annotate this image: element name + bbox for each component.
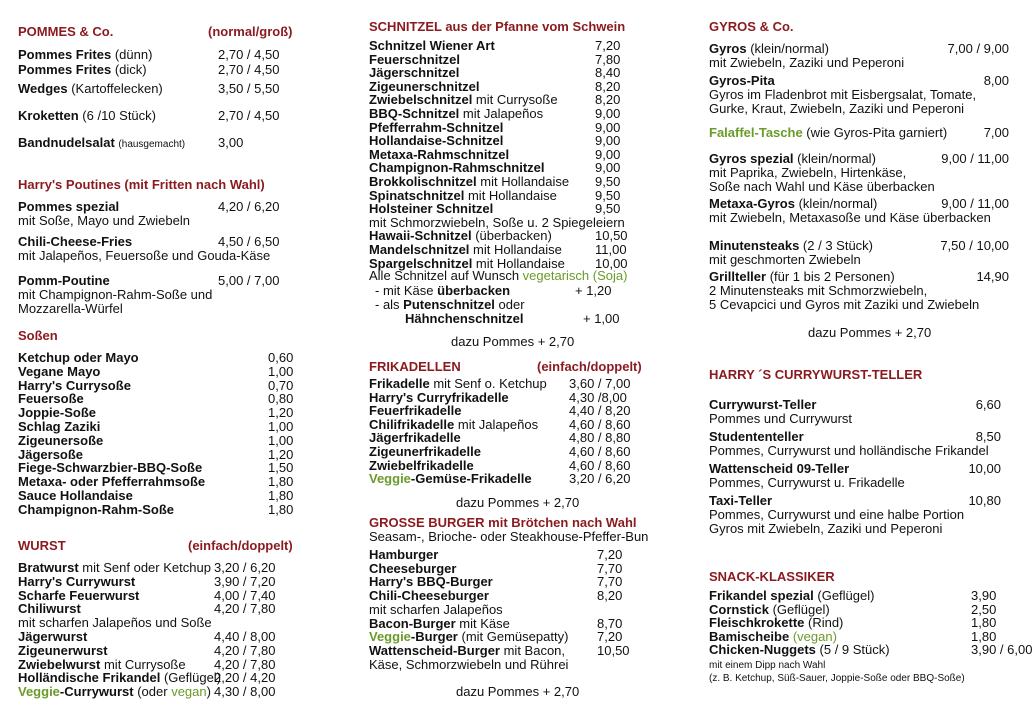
currywurst-title: HARRY ´S CURRYWURST-TELLER [709, 367, 923, 382]
wurst-title: WURST [18, 538, 66, 553]
column-left: POMMES & Co. (normal/groß) Pommes Frites (dünn) 2,70 / 4,50 Pommes Frites (dick) 2,70 / 4,50 Wedges (Kartoffelecken) 3,50 / 5,50 Kroketten (6 /10 Stück) 2,70 / 4,50 Bandnudelsalat (hausgemacht) 3,00 Harry's Poutines (mit Fritten nach Wahl) Pommes spezial 4,20 / 6,20 mit Soße, Mayo und Zwiebeln Chili-Cheese-Fries 4,50 / 6,50 mit Jalapeños, Feuersoße und Gouda-Käse Pomm-Poutine 5,00 / 7,00 mit Champignon-Rahm-Soße und Mozzarella-Würfel Soßen Ketchup oder Mayo 0,60 Vegane Mayo 1,00 Harry's Currysoße 0,70 Feuersoße 0,80 Joppie-Soße 1,20 Schlag Zaziki 1,00 Zigeunersoße 1,00 Jägersoße 1,20 Fiege-Schwarzbier-BBQ-Soße 1,50 Metaxa- oder Pfefferrahmsoße 1,80 Sauce Hollandaise 1,80 Champignon-Rahm-Soße 1,80 WURST (einfach/doppelt) Bratwurst mit Senf oder Ketchup 3,20 / 6,20 Harry's Currywurst 3,90 / 7,20 Scharfe Feuerwurst 4,00 / 7,40 Chiliwurst 4,20 / 7,80 mit scharfen Jalapeños und Soße Jägerwurst 4,40 / 8,00 Zigeunerwurst 4,20 / 7,80 Zwiebelwurst mit Currysoße 4,20 / 7,80 Holländische Frikandel (Geflügel) 2,20 / 4,20 Veggie-Currywurst (oder vegan) 4,30 / 8,00 [18, 24, 294, 700]
frikadellen-title: FRIKADELLEN [369, 359, 461, 374]
gyros-title: GYROS & Co. [709, 19, 794, 34]
column-right: GYROS & Co. Gyros (klein/normal) 7,00 / 9,00 mit Zwiebeln, Zaziki und Peperoni Gyros-Pita 8,00 Gyros im Fladenbrot mit Eisbergsalat, Tomate, Gurke, Kraut, Zwiebeln, Zaziki und Peperoni Falaffel-Tasche (wie Gyros-Pita garniert) 7,00 Gyros spezial (klein/normal) 9,00 / 11,00 mit Paprika, Zwiebeln, Hirtenkäse, Soße nach Wahl und Käse überbacken Metaxa-Gyros (klein/normal) 9,00 / 11,00 mit Zwiebeln, Metaxasoße und Käse überbacken Minutensteaks (2 / 3 Stück) 7,50 / 10,00 mit geschmorten Zwiebeln Grillteller (für 1 bis 2 Personen) 14,90 2 Minutensteaks mit Schmorzwiebeln, 5 Cevapcici und Gyros mit Zaziki und Zwiebeln dazu Pommes + 2,70 HARRY ´S CURRYWURST-TELLER Currywurst-Teller 6,60 Pommes und Currywurst Studententeller 8,50 Pommes, Currywurst und holländische Frikandel Wattenscheid 09-Teller 10,00 Pommes, Currywurst u. Frikadelle Taxi-Teller 10,80 Pommes, Currywurst und eine halbe Portion Gyros mit Zwiebeln, Zaziki und Peperoni SNACK-KLASSIKER Frikandel spezial (Geflügel) 3,90 Cornstick (Geflügel) 2,50 Fleischkrokette (Rind) 1,80 Bamischeibe (vegan) 1,80 Chicken-Nuggets (5 / 9 Stück) 3,90 / 6,00 mit einem Dipp nach Wahl (z. B. Ketchup, Süß-Sauer, Joppie-Soße oder BBQ-Soße) [709, 19, 1032, 684]
column-middle: SCHNITZEL aus der Pfanne vom Schwein Schnitzel Wiener Art 7,20 Feuerschnitzel 7,80 Jägerschnitzel 8,40 Zigeunerschnitzel 8,20 Zwiebelschnitzel mit Currysoße 8,20 BBQ-Schnitzel mit Jalapeños 9,00 Pfefferrahm-Schnitzel 9,00 Hollandaise-Schnitzel 9,00 Metaxa-Rahmschnitzel 9,00 Champignon-Rahmschnitzel 9,00 Brokkolischnitzel mit Hollandaise 9,50 Spinatschnitzel mit Hollandaise 9,50 Holsteiner Schnitzel 9,50 mit Schmorzwiebeln, Soße u. 2 Spiegeleiern Hawaii-Schnitzel (überbacken) 10,50 Mandelschnitzel mit Hollandaise 11,00 Spargelschnitzel mit Hollandaise 10,00 Alle Schnitzel auf Wunsch vegetarisch (Soja) - mit Käse überbacken + 1,20 - als Putenschnitzel oder Hähnchenschnitzel + 1,00 dazu Pommes + 2,70 FRIKADELLEN (einfach/doppelt) Frikadelle mit Senf o. Ketchup 3,60 / 7,00 Harry's Curryfrikadelle 4,30 /8,00 Feuerfrikadelle 4,40 / 8,20 Chilifrikadelle mit Jalapeños 4,60 / 8,60 Jägerfrikadelle 4,80 / 8,80 Zigeunerfrikadelle 4,60 / 8,60 Zwiebelfrikadelle 4,60 / 8,60 Veggie-Gemüse-Frikadelle 3,20 / 6,20 dazu Pommes + 2,70 GROSSE BURGER mit Brötchen nach Wahl Seasam-, Brioche- oder Steakhouse-Pfeffer-Bun Hamburger 7,20 Cheeseburger 7,70 Harry's BBQ-Burger 7,70 Chili-Cheeseburger 8,20 mit scharfen Jalapeños Bacon-Burger mit Käse 8,70 Veggie-Burger (mit Gemüsepatty) 7,20 Wattenscheid-Burger mit Bacon, 10,50 Käse, Schmorzwiebeln und Rührei dazu Pommes + 2,70 [369, 19, 649, 699]
gyros-footer: dazu Pommes + 2,70 [808, 325, 932, 340]
pommes-size-label: (normal/groß) [208, 24, 293, 39]
snack-title: SNACK-KLASSIKER [709, 569, 835, 584]
burger-footer: dazu Pommes + 2,70 [456, 684, 580, 699]
poutines-title: Harry's Poutines (mit Fritten nach Wahl) [18, 177, 265, 192]
schnitzel-footer: dazu Pommes + 2,70 [451, 334, 575, 349]
wurst-size-label: (einfach/doppelt) [188, 538, 293, 553]
frikadellen-footer: dazu Pommes + 2,70 [456, 495, 580, 510]
frikadellen-size-label: (einfach/doppelt) [537, 359, 642, 374]
sossen-title: Soßen [18, 328, 58, 343]
pommes-title: POMMES & Co. [18, 24, 114, 39]
schnitzel-title: SCHNITZEL aus der Pfanne vom Schwein [369, 19, 626, 34]
burger-title: GROSSE BURGER mit Brötchen nach Wahl [369, 515, 637, 530]
